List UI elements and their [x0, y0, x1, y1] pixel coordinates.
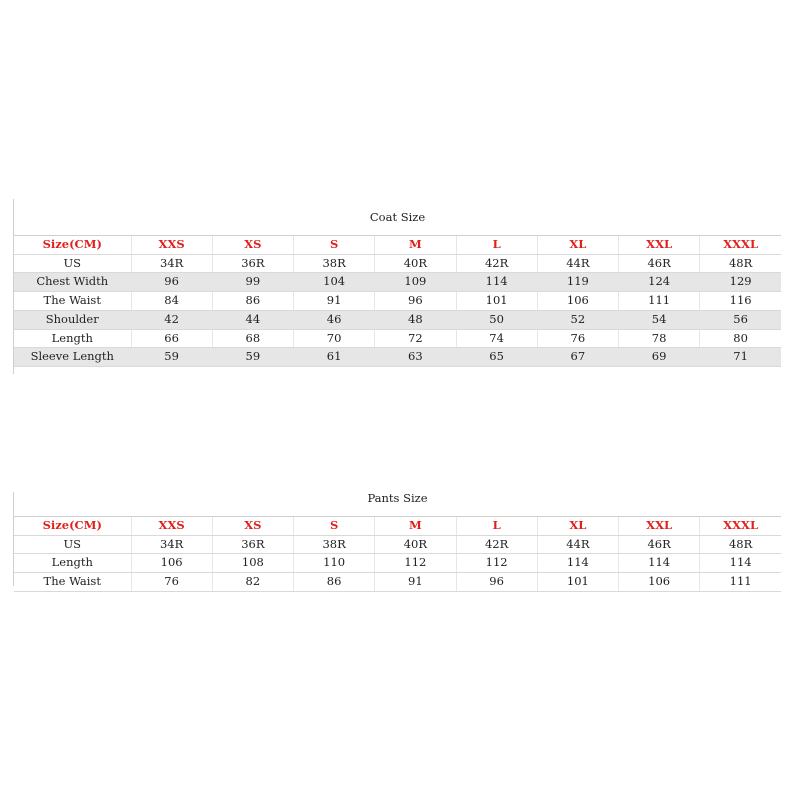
cell: 108 [212, 554, 293, 573]
coat-size-header: M [375, 236, 456, 255]
cell: 91 [294, 292, 375, 311]
cell: 76 [131, 573, 212, 592]
cell: 110 [294, 554, 375, 573]
cell: 96 [131, 273, 212, 292]
cell: 42 [131, 310, 212, 329]
coat-header-row [14, 236, 781, 255]
pants-size-header: L [456, 517, 537, 536]
coat-size-table [14, 199, 781, 367]
pants-row-length [14, 554, 781, 573]
pants-header-row [14, 517, 781, 536]
cell: 106 [131, 554, 212, 573]
cell: 70 [294, 329, 375, 348]
cell: 109 [375, 273, 456, 292]
row-label: Length [14, 554, 131, 573]
coat-row-chest-width [14, 273, 781, 292]
cell: 72 [375, 329, 456, 348]
cell: 40R [375, 254, 456, 273]
coat-row-length [14, 329, 781, 348]
row-label: US [14, 535, 131, 554]
coat-row-sleeve-length [14, 348, 781, 367]
pants-size-header: XXS [131, 517, 212, 536]
cell: 54 [619, 310, 700, 329]
cell: 59 [212, 348, 293, 367]
cell: 112 [456, 554, 537, 573]
pants-size-title: Pants Size [14, 480, 781, 517]
cell: 40R [375, 535, 456, 554]
coat-size-header: S [294, 236, 375, 255]
cell: 114 [456, 273, 537, 292]
cell: 34R [131, 254, 212, 273]
cell: 52 [537, 310, 618, 329]
cell: 59 [131, 348, 212, 367]
coat-size-title: Coat Size [14, 199, 781, 236]
cell: 119 [537, 273, 618, 292]
cell: 48R [700, 254, 781, 273]
cell: 69 [619, 348, 700, 367]
cell: 106 [619, 573, 700, 592]
cell: 48R [700, 535, 781, 554]
cell: 67 [537, 348, 618, 367]
coat-size-header: XS [212, 236, 293, 255]
cell: 34R [131, 535, 212, 554]
cell: 80 [700, 329, 781, 348]
cell: 76 [537, 329, 618, 348]
cell: 68 [212, 329, 293, 348]
cell: 46R [619, 535, 700, 554]
coat-size-header: XL [537, 236, 618, 255]
cell: 48 [375, 310, 456, 329]
row-label: The Waist [14, 573, 131, 592]
pants-row-us [14, 535, 781, 554]
cell: 66 [131, 329, 212, 348]
coat-size-caption-row [14, 199, 781, 236]
cell: 36R [212, 535, 293, 554]
cell: 63 [375, 348, 456, 367]
cell: 56 [700, 310, 781, 329]
row-label: Length [14, 329, 131, 348]
cell: 116 [700, 292, 781, 311]
cell: 82 [212, 573, 293, 592]
cell: 74 [456, 329, 537, 348]
cell: 36R [212, 254, 293, 273]
cell: 42R [456, 254, 537, 273]
coat-size-header: XXS [131, 236, 212, 255]
cell: 106 [537, 292, 618, 311]
pants-size-table [14, 480, 781, 592]
row-label: Chest Width [14, 273, 131, 292]
cell: 86 [212, 292, 293, 311]
cell: 86 [294, 573, 375, 592]
cell: 129 [700, 273, 781, 292]
coat-header-label: Size(CM) [14, 236, 131, 255]
cell: 50 [456, 310, 537, 329]
cell: 124 [619, 273, 700, 292]
coat-size-header: L [456, 236, 537, 255]
cell: 111 [619, 292, 700, 311]
coat-size-header: XXXL [700, 236, 781, 255]
pants-size-header: XS [212, 517, 293, 536]
cell: 101 [537, 573, 618, 592]
row-label: Shoulder [14, 310, 131, 329]
pants-header-label: Size(CM) [14, 517, 131, 536]
coat-row-shoulder [14, 310, 781, 329]
pants-size-header: XL [537, 517, 618, 536]
cell: 44 [212, 310, 293, 329]
cell: 112 [375, 554, 456, 573]
cell: 84 [131, 292, 212, 311]
cell: 114 [537, 554, 618, 573]
cell: 104 [294, 273, 375, 292]
cell: 46R [619, 254, 700, 273]
pants-size-header: M [375, 517, 456, 536]
cell: 114 [700, 554, 781, 573]
cell: 46 [294, 310, 375, 329]
pants-size-header: S [294, 517, 375, 536]
cell: 61 [294, 348, 375, 367]
cell: 38R [294, 254, 375, 273]
cell: 65 [456, 348, 537, 367]
coat-row-us [14, 254, 781, 273]
row-label: US [14, 254, 131, 273]
pants-size-header: XXXL [700, 517, 781, 536]
cell: 44R [537, 254, 618, 273]
cell: 78 [619, 329, 700, 348]
row-label: Sleeve Length [14, 348, 131, 367]
pants-row-waist [14, 573, 781, 592]
pants-size-header: XXL [619, 517, 700, 536]
cell: 42R [456, 535, 537, 554]
cell: 96 [375, 292, 456, 311]
cell: 96 [456, 573, 537, 592]
cell: 38R [294, 535, 375, 554]
cell: 91 [375, 573, 456, 592]
cell: 114 [619, 554, 700, 573]
coat-row-waist [14, 292, 781, 311]
cell: 71 [700, 348, 781, 367]
cell: 44R [537, 535, 618, 554]
pants-size-caption-row [14, 480, 781, 517]
coat-size-header: XXL [619, 236, 700, 255]
cell: 101 [456, 292, 537, 311]
row-label: The Waist [14, 292, 131, 311]
cell: 99 [212, 273, 293, 292]
cell: 111 [700, 573, 781, 592]
